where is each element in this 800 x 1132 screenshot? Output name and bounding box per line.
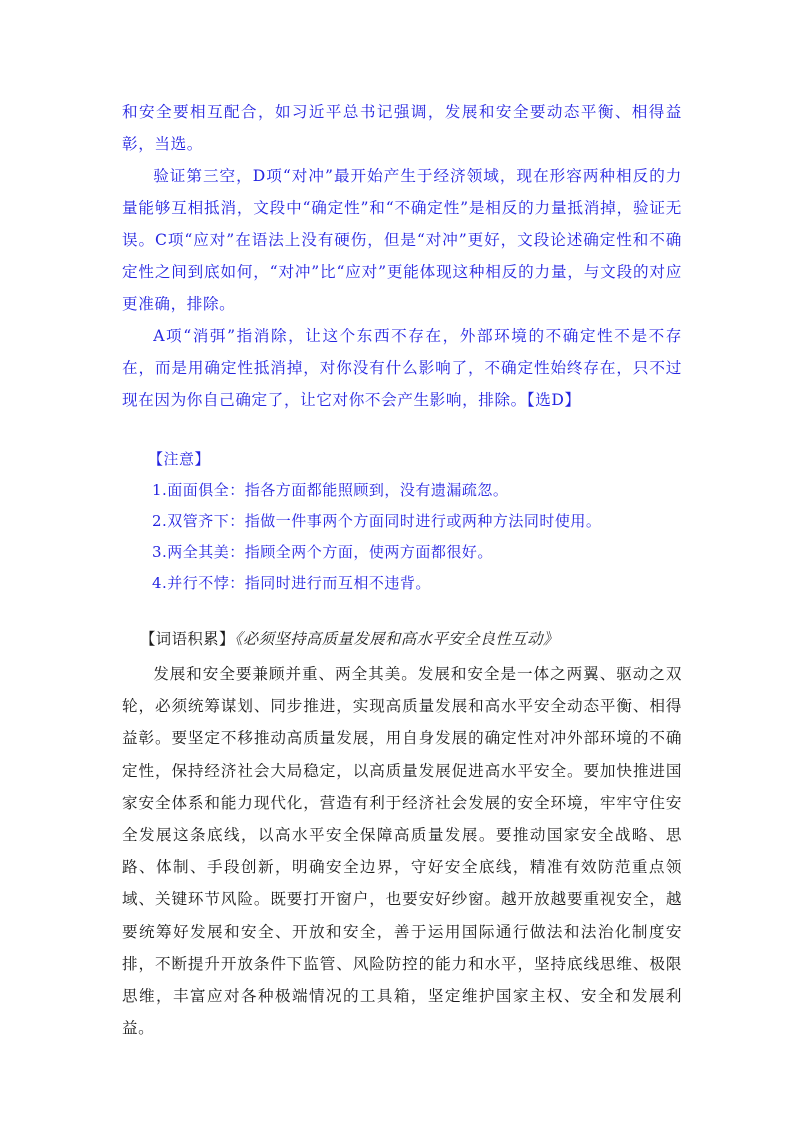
note-item: 3.两全其美：指顾全两个方面，使两方面都很好。 — [152, 543, 493, 561]
note-item: 4.并行不悖：指同时进行而互相不违背。 — [152, 574, 431, 592]
vocabulary-heading — [140, 624, 559, 654]
vocabulary-label: 【词语积累】 — [140, 630, 235, 648]
analysis-paragraph-continued: 和安全要相互配合，如习近平总书记强调，发展和安全要动态平衡、相得益彰，当选。 — [122, 103, 682, 153]
analysis-paragraph-option-a: A项“消弭”指消除，让这个东西不存在，外部环境的不确定性不是不存在，而是用确定性抵消掉，对你没有什么影响了，不确定性始终存在，只不过现在因为你自己确定了，让它对你不会产生影响，排除。【选D】 — [122, 327, 682, 409]
vocabulary-article-title: 《必须坚持高质量发展和高水平安全良性互动》 — [234, 630, 559, 648]
note-item: 1.面面俱全：指各方面都能照顾到，没有遗漏疏忽。 — [152, 481, 509, 499]
notes-section — [148, 444, 672, 599]
note-item: 2.双管齐下：指做一件事两个方面同时进行或两种方法同时使用。 — [152, 512, 602, 530]
vocabulary-body: 发展和安全要兼顾并重、两全其美。发展和安全是一体之两翼、驱动之双轮，必须统筹谋划、同步推进，实现高质量发展和高水平安全动态平衡、相得益彰。要坚定不移推动高质量发展，用自身发展的确定性对冲外部环境的不确定性，保持经济社会大局稳定，以高质量发展促进高水平安全。要加快推进国家安全体系和能力现代化，营造有利于经济社会发展的安全环境，牢牢守住安全发展这条底线，以高水平安全保障高质量发展。要推动国家安全战略、思路、体制、手段创新，明确安全边界，守好安全底线，精准有效防范重点领域、关键环节风险。既要打开窗户，也要安好纱窗。越开放越要重视安全，越要统筹好发展和安全、开放和安全，善于运用国际通行做法和法治化制度安排，不断提升开放条件下监管、风险防控的能力和水平，坚持底线思维、极限思维，丰富应对各种极端情况的工具箱，坚定维护国家主权、安全和发展利益。 — [122, 665, 682, 1038]
notes-heading: 【注意】 — [148, 450, 211, 468]
analysis-paragraph-third-blank: 验证第三空，D项“对冲”最开始产生于经济领域，现在形容两种相反的力量能够互相抵消，文段中“确定性”和“不确定性”是相反的力量抵消掉，验证无误。C项“应对”在语法上没有硬伤，但是“对冲”更好，文段论述确定性和不确定性之间到底如何，“对冲”比“应对”更能体现这种相反的力量，与文段的对应更准确，排除。 — [122, 167, 682, 313]
